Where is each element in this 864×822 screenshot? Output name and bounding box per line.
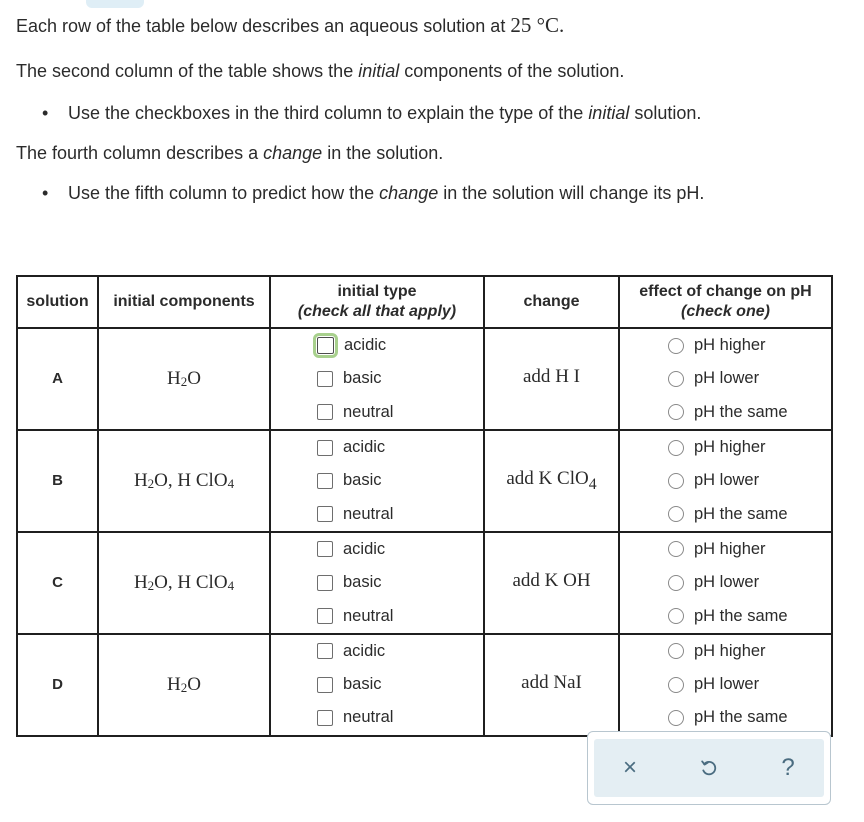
effect-option-same[interactable]: pH the same [620,396,831,429]
checkbox[interactable] [317,506,333,522]
top-tab-indicator [86,0,144,8]
undo-icon [699,758,719,778]
close-icon: × [622,754,638,781]
type-option-acidic[interactable]: acidic [271,533,483,566]
type-option-basic[interactable]: basic [271,668,483,701]
effect-option-same[interactable]: pH the same [620,701,831,734]
initial-type-cell [270,430,484,532]
action-bar [587,731,831,805]
header-initial-type: initial type (check all that apply) [270,276,484,328]
type-option-acidic[interactable]: acidic [271,329,483,362]
undo-button[interactable] [699,758,719,778]
change-cell: add K OH [484,532,619,634]
instruction-bullet-1: • Use the checkboxes in the third column to explain the type of the initial solution. [42,103,702,123]
help-button[interactable] [781,754,794,782]
header-solution: solution [17,276,98,328]
row-label: A [17,328,98,430]
effect-cell [619,532,832,634]
checkbox[interactable] [317,371,333,387]
instruction-line-3: The fourth column describes a change in the solution. [16,143,444,163]
effect-cell [619,328,832,430]
checkbox[interactable] [317,440,333,456]
bullet-icon: • [42,103,49,123]
type-option-basic[interactable]: basic [271,362,483,395]
effect-option-lower[interactable]: pH lower [620,362,831,395]
radio[interactable] [668,404,684,420]
type-option-basic[interactable]: basic [271,566,483,599]
radio[interactable] [668,643,684,659]
help-icon: ? [781,754,795,781]
instruction-line-2: The second column of the table shows the initial components of the solution. [16,61,625,81]
temperature: 25 °C [510,13,559,37]
effect-option-higher[interactable]: pH higher [620,533,831,566]
effect-option-same[interactable]: pH the same [620,497,831,530]
effect-option-lower[interactable]: pH lower [620,668,831,701]
radio[interactable] [668,506,684,522]
bullet-icon: • [42,183,49,203]
effect-option-higher[interactable]: pH higher [620,431,831,464]
type-option-acidic[interactable]: acidic [271,431,483,464]
effect-cell [619,430,832,532]
radio[interactable] [668,710,684,726]
type-option-basic[interactable]: basic [271,464,483,497]
table-row [17,532,832,634]
radio[interactable] [668,677,684,693]
action-bar-inner [594,739,824,797]
radio[interactable] [668,371,684,387]
instruction-bullet-2: • Use the fifth column to predict how the change in the solution will change its pH. [42,183,705,203]
effect-option-higher[interactable]: pH higher [620,329,831,362]
effect-option-lower[interactable]: pH lower [620,566,831,599]
checkbox[interactable] [317,473,333,489]
initial-type-cell [270,328,484,430]
change-cell: add NaI [484,634,619,736]
type-option-neutral[interactable]: neutral [271,396,483,429]
header-change: change [484,276,619,328]
row-label: D [17,634,98,736]
table-row [17,328,832,430]
checkbox[interactable] [317,575,333,591]
effect-option-same[interactable]: pH the same [620,599,831,632]
row-label: C [17,532,98,634]
table-row [17,634,832,736]
table-header-row [17,276,832,328]
clear-button[interactable] [623,754,637,782]
effect-option-higher[interactable]: pH higher [620,635,831,668]
initial-components-cell: $H_2O$ [98,634,270,736]
initial-type-cell [270,532,484,634]
checkbox[interactable] [317,404,333,420]
row-label: B [17,430,98,532]
checkbox[interactable] [317,710,333,726]
table-row [17,430,832,532]
change-cell: add K ClO$_4$ [484,430,619,532]
checkbox[interactable] [317,608,333,624]
type-option-acidic[interactable]: acidic [271,635,483,668]
effect-cell [619,634,832,736]
instruction-line-1: Each row of the table below describes an aqueous solution at 25 °C. [16,13,565,37]
initial-components-cell: $H_2O$, H ClO$_4$ [98,430,270,532]
radio[interactable] [668,473,684,489]
initial-components-cell: $H_2O$, H ClO$_4$ [98,532,270,634]
radio[interactable] [668,575,684,591]
checkbox[interactable] [317,337,334,354]
radio[interactable] [668,541,684,557]
initial-components-cell: $H_2O$ [98,328,270,430]
type-option-neutral[interactable]: neutral [271,599,483,632]
effect-option-lower[interactable]: pH lower [620,464,831,497]
checkbox[interactable] [317,643,333,659]
radio[interactable] [668,440,684,456]
type-option-neutral[interactable]: neutral [271,701,483,734]
radio[interactable] [668,608,684,624]
checkbox[interactable] [317,677,333,693]
header-effect: effect of change on pH (check one) [619,276,832,328]
radio[interactable] [668,338,684,354]
type-option-neutral[interactable]: neutral [271,497,483,530]
solutions-table [16,275,833,737]
header-initial-components: initial components [98,276,270,328]
checkbox[interactable] [317,541,333,557]
initial-type-cell [270,634,484,736]
change-cell: add H I [484,328,619,430]
